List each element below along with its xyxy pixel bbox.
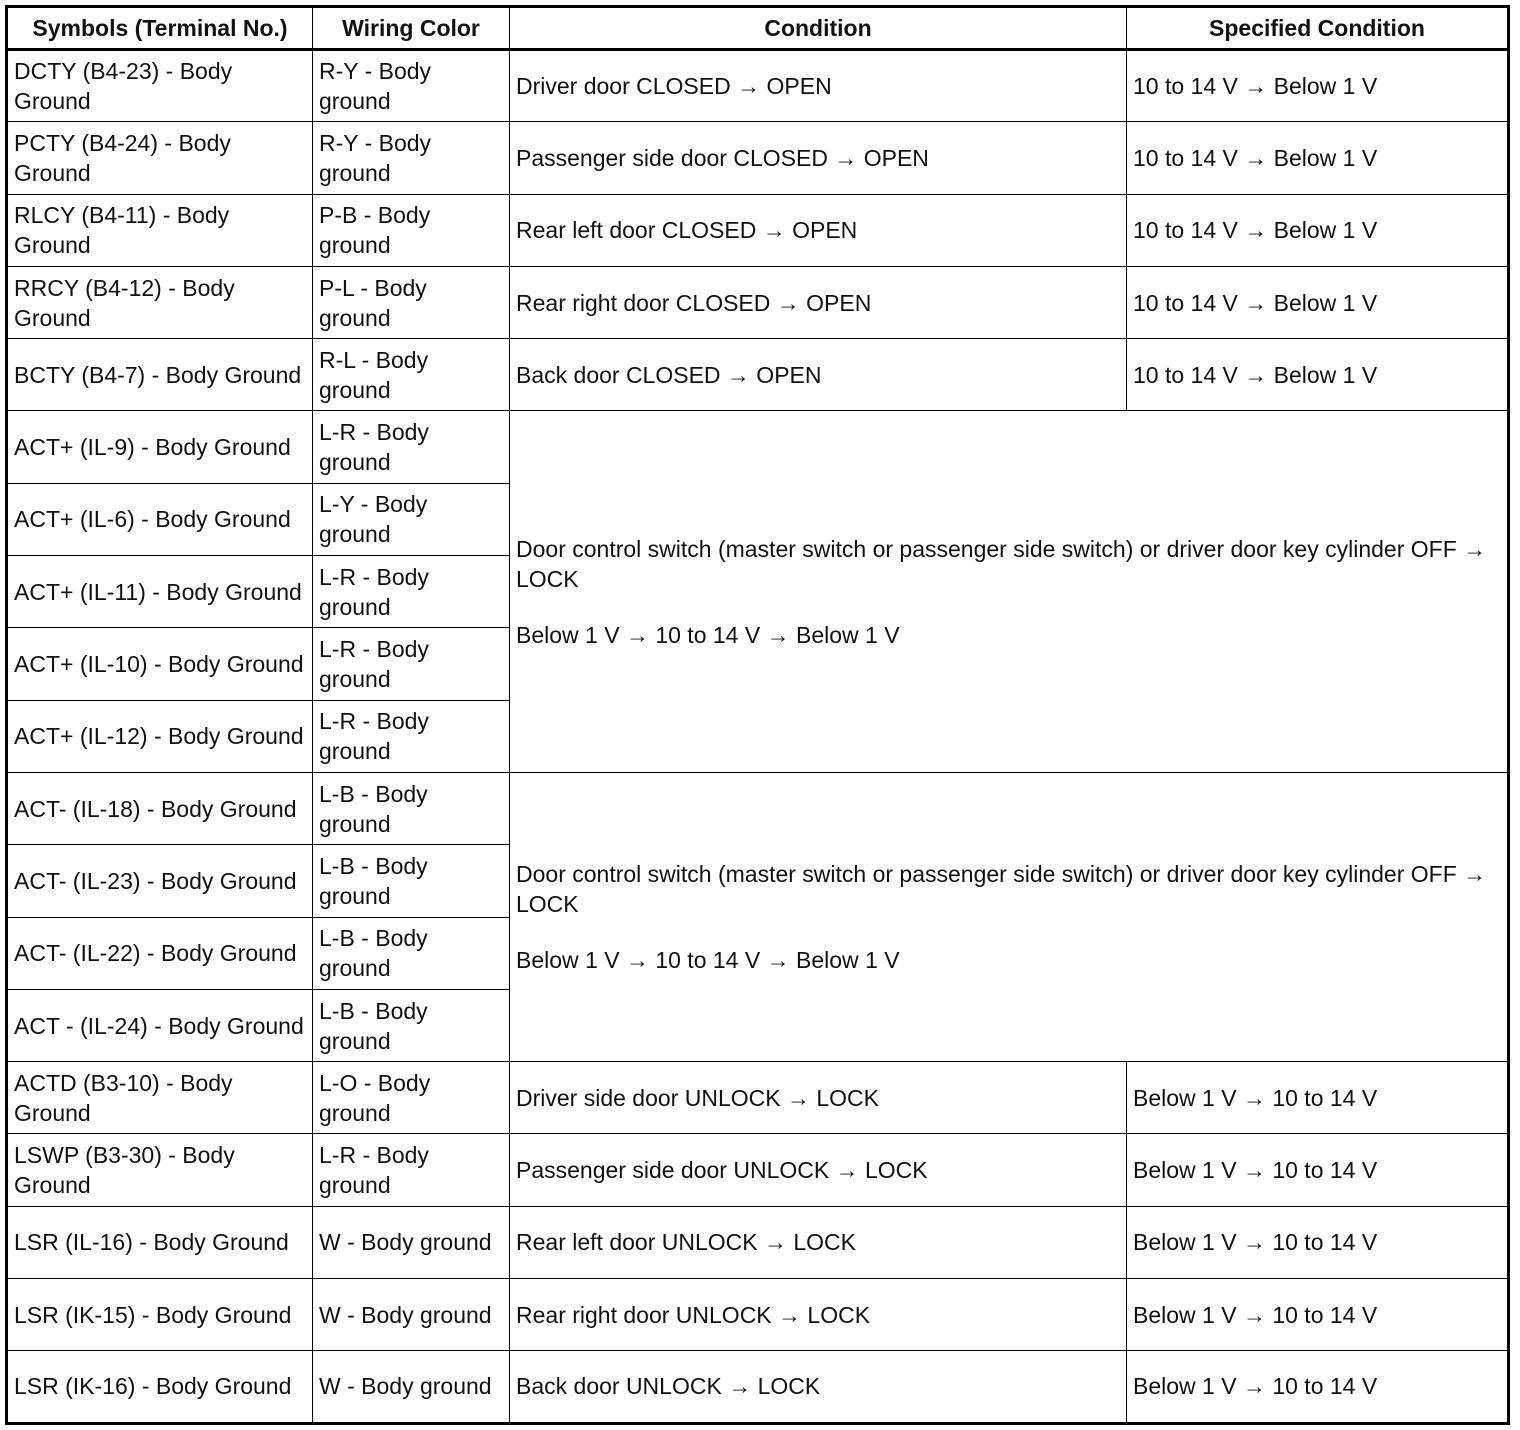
wiring-cell: P-L - Body ground [313, 266, 510, 338]
wiring-cell: L-R - Body ground [313, 1134, 510, 1206]
table-row [7, 1062, 1509, 1134]
symbol-cell: ACT - (IL-24) - Body Ground [7, 989, 313, 1061]
wiring-cell: L-R - Body ground [313, 556, 510, 628]
header-row [7, 7, 1509, 50]
table-row [7, 1134, 1509, 1206]
merged-specified-text: Below 1 V → 10 to 14 V → Below 1 V [516, 947, 900, 974]
merged-condition-text: Door control switch (master switch or passenger side switch) or driver door key cylinder OFF → LOCK [516, 861, 1487, 918]
condition-cell: Passenger side door CLOSED → OPEN [510, 122, 1127, 194]
condition-cell: Rear right door UNLOCK → LOCK [510, 1279, 1127, 1351]
table-row [7, 122, 1509, 194]
symbol-cell: LSR (IK-16) - Body Ground [7, 1351, 313, 1423]
wiring-cell: L-R - Body ground [313, 700, 510, 772]
condition-cell: Rear right door CLOSED → OPEN [510, 266, 1127, 338]
wiring-cell: W - Body ground [313, 1279, 510, 1351]
symbol-cell: ACT+ (IL-11) - Body Ground [7, 556, 313, 628]
header-specified-condition: Specified Condition [1127, 7, 1509, 50]
wiring-cell: L-Y - Body ground [313, 483, 510, 555]
wiring-cell: L-B - Body ground [313, 772, 510, 844]
wiring-cell: P-B - Body ground [313, 194, 510, 266]
symbol-cell: ACT+ (IL-10) - Body Ground [7, 628, 313, 700]
symbol-cell: RLCY (B4-11) - Body Ground [7, 194, 313, 266]
specified-cell: 10 to 14 V → Below 1 V [1127, 122, 1509, 194]
spec-table-container [5, 5, 1510, 1425]
table-row [7, 339, 1509, 411]
specified-cell: 10 to 14 V → Below 1 V [1127, 339, 1509, 411]
specified-cell: Below 1 V → 10 to 14 V [1127, 1206, 1509, 1278]
wiring-cell: R-Y - Body ground [313, 122, 510, 194]
spacer [516, 919, 1501, 945]
symbol-cell: ACT+ (IL-6) - Body Ground [7, 483, 313, 555]
table-row [7, 411, 1509, 483]
symbol-cell: LSWP (B3-30) - Body Ground [7, 1134, 313, 1206]
table-row [7, 50, 1509, 122]
symbol-cell: PCTY (B4-24) - Body Ground [7, 122, 313, 194]
symbol-cell: ACT- (IL-18) - Body Ground [7, 772, 313, 844]
spacer [516, 594, 1501, 620]
merged-condition-cell [510, 772, 1509, 1061]
specified-cell: 10 to 14 V → Below 1 V [1127, 266, 1509, 338]
specified-cell: Below 1 V → 10 to 14 V [1127, 1062, 1509, 1134]
table-row [7, 266, 1509, 338]
terminal-spec-table [5, 5, 1510, 1425]
specified-cell: Below 1 V → 10 to 14 V [1127, 1351, 1509, 1423]
symbol-cell: ACT+ (IL-9) - Body Ground [7, 411, 313, 483]
symbol-cell: ACT+ (IL-12) - Body Ground [7, 700, 313, 772]
wiring-cell: W - Body ground [313, 1351, 510, 1423]
merged-specified-text: Below 1 V → 10 to 14 V → Below 1 V [516, 621, 900, 648]
condition-cell: Back door UNLOCK → LOCK [510, 1351, 1127, 1423]
condition-cell: Rear left door UNLOCK → LOCK [510, 1206, 1127, 1278]
specified-cell: 10 to 14 V → Below 1 V [1127, 194, 1509, 266]
condition-cell: Driver door CLOSED → OPEN [510, 50, 1127, 122]
table-row [7, 1279, 1509, 1351]
symbol-cell: LSR (IK-15) - Body Ground [7, 1279, 313, 1351]
specified-cell: 10 to 14 V → Below 1 V [1127, 50, 1509, 122]
merged-condition-text: Door control switch (master switch or passenger side switch) or driver door key cylinder OFF → LOCK [516, 535, 1487, 592]
header-symbols: Symbols (Terminal No.) [7, 7, 313, 50]
header-wiring-color: Wiring Color [313, 7, 510, 50]
table-row [7, 1351, 1509, 1423]
wiring-cell: L-B - Body ground [313, 917, 510, 989]
symbol-cell: DCTY (B4-23) - Body Ground [7, 50, 313, 122]
table-row [7, 194, 1509, 266]
condition-cell: Driver side door UNLOCK → LOCK [510, 1062, 1127, 1134]
symbol-cell: ACT- (IL-23) - Body Ground [7, 845, 313, 917]
merged-condition-cell [510, 411, 1509, 772]
wiring-cell: L-O - Body ground [313, 1062, 510, 1134]
wiring-cell: L-R - Body ground [313, 628, 510, 700]
symbol-cell: ACT- (IL-22) - Body Ground [7, 917, 313, 989]
symbol-cell: RRCY (B4-12) - Body Ground [7, 266, 313, 338]
wiring-cell: L-B - Body ground [313, 845, 510, 917]
table-row [7, 772, 1509, 844]
condition-cell: Passenger side door UNLOCK → LOCK [510, 1134, 1127, 1206]
wiring-cell: L-R - Body ground [313, 411, 510, 483]
specified-cell: Below 1 V → 10 to 14 V [1127, 1279, 1509, 1351]
wiring-cell: R-L - Body ground [313, 339, 510, 411]
condition-cell: Back door CLOSED → OPEN [510, 339, 1127, 411]
wiring-cell: W - Body ground [313, 1206, 510, 1278]
wiring-cell: L-B - Body ground [313, 989, 510, 1061]
symbol-cell: LSR (IL-16) - Body Ground [7, 1206, 313, 1278]
specified-cell: Below 1 V → 10 to 14 V [1127, 1134, 1509, 1206]
symbol-cell: BCTY (B4-7) - Body Ground [7, 339, 313, 411]
table-row [7, 1206, 1509, 1278]
header-condition: Condition [510, 7, 1127, 50]
symbol-cell: ACTD (B3-10) - Body Ground [7, 1062, 313, 1134]
wiring-cell: R-Y - Body ground [313, 50, 510, 122]
condition-cell: Rear left door CLOSED → OPEN [510, 194, 1127, 266]
